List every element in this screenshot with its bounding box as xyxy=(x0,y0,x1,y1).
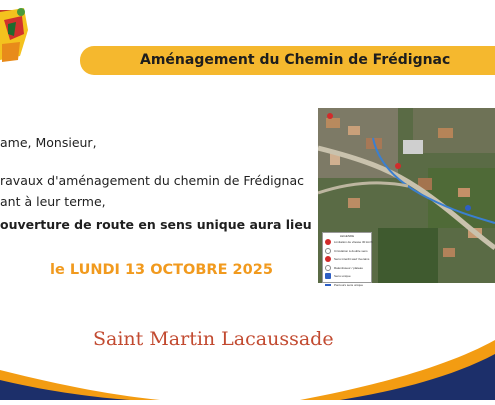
legend-item xyxy=(323,272,371,281)
legend-item xyxy=(323,238,371,247)
legend-item-label: Parcours sens unique xyxy=(334,282,364,287)
map-legend xyxy=(322,232,373,287)
no-entry-icon xyxy=(325,256,331,262)
legend-item xyxy=(323,281,371,290)
greeting-text: ame, Monsieur, xyxy=(0,135,97,150)
legend-item xyxy=(323,247,371,256)
legend-item-label: Circulation à double sens xyxy=(334,248,368,253)
notice-line-1: ravaux d'aménagement du chemin de Frédignac xyxy=(0,173,305,188)
notice-line-2: ant à leur terme, xyxy=(0,194,106,209)
notice-line-3: ouverture de route en sens unique aura lieu xyxy=(0,217,312,232)
speed-bump-icon xyxy=(325,265,331,271)
legend-item-label: Limitation de vitesse 30 km/h xyxy=(334,240,373,245)
legend-item xyxy=(323,255,371,264)
speed-limit-icon xyxy=(325,239,331,245)
village-crest-icon xyxy=(0,0,30,72)
two-way-icon xyxy=(325,248,331,254)
legend-item-label: Sens unique xyxy=(334,274,351,279)
decorative-waves xyxy=(0,340,495,400)
signature: Saint Martin Lacaussade xyxy=(93,328,334,350)
legend-title: LEGENDE xyxy=(339,234,355,238)
event-date: le LUNDI 13 OCTOBRE 2025 xyxy=(50,262,273,278)
one-way-route-icon xyxy=(325,284,331,286)
legend-item xyxy=(323,264,371,273)
page-title: Aménagement du Chemin de Frédignac xyxy=(80,46,495,75)
legend-item-label: Sens interdit sauf riverains xyxy=(334,257,370,262)
one-way-icon xyxy=(325,273,331,279)
legend-item-label: Ralentisseur / plateau xyxy=(334,265,364,270)
